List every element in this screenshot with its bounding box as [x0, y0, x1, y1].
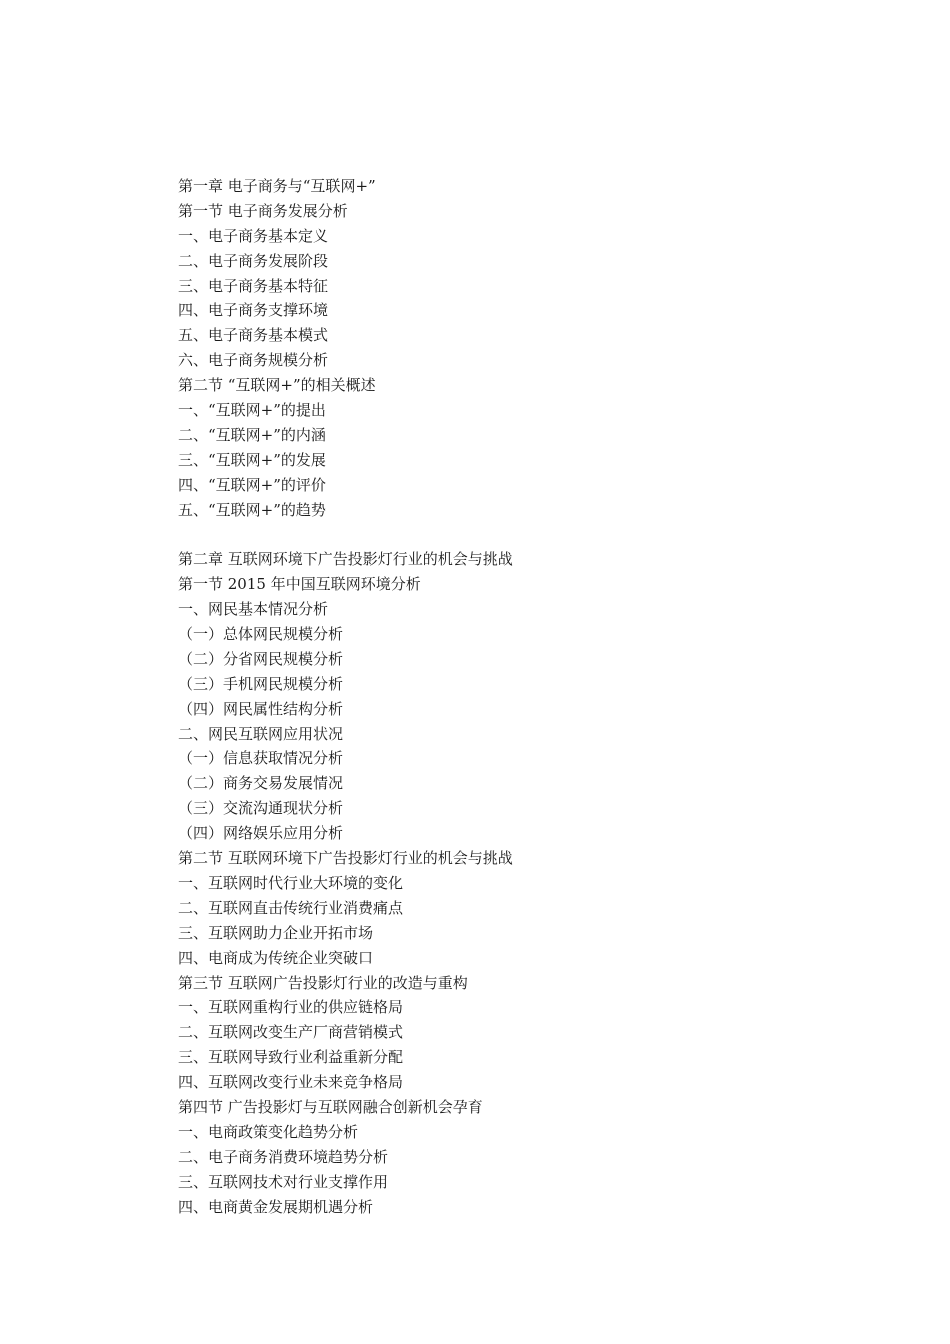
toc-item: 五、电子商务基本模式 — [178, 326, 329, 345]
toc-item: 三、电子商务基本特征 — [178, 276, 329, 295]
chapter-1-section-2-title: 第二节 “互联网+”的相关概述 — [178, 376, 376, 395]
toc-item: （一）信息获取情况分析 — [178, 749, 344, 768]
toc-item: 三、“互联网+”的发展 — [178, 450, 326, 469]
toc-item: （二）分省网民规模分析 — [178, 649, 344, 668]
chapter-2-title: 第二章 互联网环境下广告投影灯行业的机会与挑战 — [178, 550, 513, 569]
toc-item: 四、“互联网+”的评价 — [178, 475, 326, 494]
chapter-spacer — [178, 522, 878, 547]
toc-item: （二）商务交易发展情况 — [178, 774, 344, 793]
toc-item: 四、电子商务支撑环境 — [178, 301, 329, 320]
toc-item: 一、电商政策变化趋势分析 — [178, 1122, 359, 1141]
toc-item: 三、互联网助力企业开拓市场 — [178, 923, 374, 942]
toc-item: 四、电商成为传统企业突破口 — [178, 948, 374, 967]
toc-item: 二、电子商务消费环境趋势分析 — [178, 1147, 389, 1166]
toc-item: 三、互联网导致行业利益重新分配 — [178, 1048, 404, 1067]
toc-item: 二、网民互联网应用状况 — [178, 724, 344, 743]
toc-item: 一、网民基本情况分析 — [178, 600, 329, 619]
toc-item: （四）网民属性结构分析 — [178, 699, 344, 718]
toc-item: （三）手机网民规模分析 — [178, 674, 344, 693]
toc-item: 二、电子商务发展阶段 — [178, 251, 329, 270]
chapter-1-section-1-title: 第一节 电子商务发展分析 — [178, 201, 348, 220]
toc-item: 一、电子商务基本定义 — [178, 226, 329, 245]
toc-item: 四、互联网改变行业未来竞争格局 — [178, 1073, 404, 1092]
toc-item: （三）交流沟通现状分析 — [178, 799, 344, 818]
toc-item: 二、互联网改变生产厂商营销模式 — [178, 1023, 404, 1042]
table-of-contents — [178, 174, 878, 1219]
toc-item: （一）总体网民规模分析 — [178, 625, 344, 644]
chapter-1-title: 第一章 电子商务与“互联网+” — [178, 177, 376, 195]
toc-item: 四、电商黄金发展期机遇分析 — [178, 1197, 374, 1216]
toc-item: 二、“互联网+”的内涵 — [178, 425, 326, 444]
chapter-2-section-2-title: 第二节 互联网环境下广告投影灯行业的机会与挑战 — [178, 849, 513, 868]
chapter-2-section-1-title: 第一节 2015 年中国互联网环境分析 — [178, 575, 421, 594]
toc-item: 一、互联网时代行业大环境的变化 — [178, 873, 404, 892]
toc-item: 五、“互联网+”的趋势 — [178, 500, 326, 519]
toc-item: （四）网络娱乐应用分析 — [178, 824, 344, 843]
toc-item: 二、互联网直击传统行业消费痛点 — [178, 898, 404, 917]
toc-item: 一、“互联网+”的提出 — [178, 401, 326, 420]
chapter-2-section-4-title: 第四节 广告投影灯与互联网融合创新机会孕育 — [178, 1097, 483, 1116]
toc-item: 一、互联网重构行业的供应链格局 — [178, 998, 404, 1017]
chapter-2-section-3-title: 第三节 互联网广告投影灯行业的改造与重构 — [178, 973, 468, 992]
toc-item: 六、电子商务规模分析 — [178, 351, 329, 370]
toc-item: 三、互联网技术对行业支撑作用 — [178, 1172, 389, 1191]
